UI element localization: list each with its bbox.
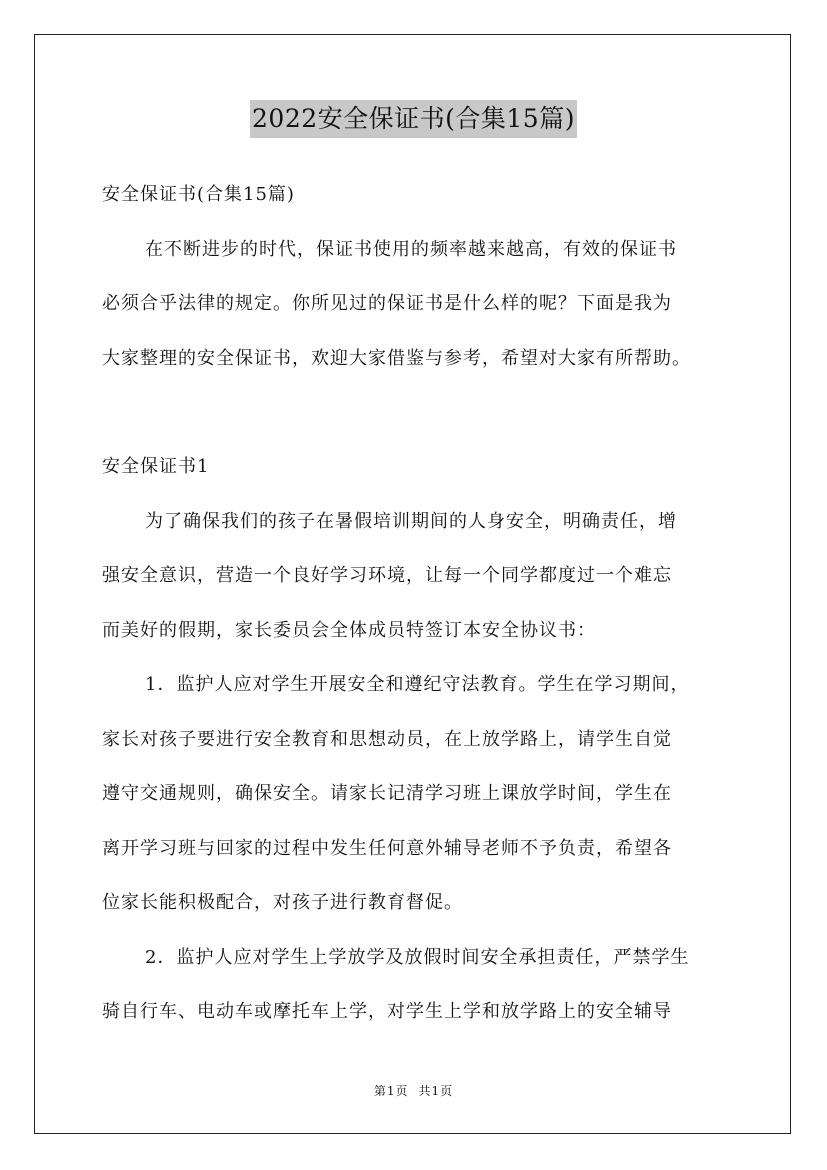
item1-line-2: 家长对孩子要进行安全教育和思想动员，在上放学路上，请学生自觉 — [102, 728, 672, 750]
section-heading: 安全保证书1 — [102, 456, 210, 477]
paragraph-spacer — [102, 386, 742, 440]
item1-line-4: 离开学习班与回家的过程中发生任何意外辅导老师不予负责，希望各 — [102, 837, 672, 859]
item1-line-5: 位家长能积极配合，对孩子进行教育督促。 — [102, 892, 463, 913]
item2-line-1: 2．监护人应对学生上学放学及放假时间安全承担责任，严禁学生 — [145, 946, 690, 968]
document-title: 2022安全保证书(合集15篇) — [250, 100, 577, 138]
para1-line-3: 而美好的假期，家长委员会全体成员特签订本安全协议书： — [102, 619, 596, 641]
intro-line-3: 大家整理的安全保证书，欢迎大家借鉴与参考，希望对大家有所帮助。 — [102, 347, 691, 369]
item1-line-3: 遵守交通规则，确保安全。请家长记清学习班上课放学时间，学生在 — [102, 783, 672, 804]
para1-line-2: 强安全意识，营造一个良好学习环境，让每一个同学都度过一个难忘 — [102, 565, 672, 586]
para1-line-1: 为了确保我们的孩子在暑假培训期间的人身安全，明确责任，增 — [145, 510, 677, 532]
page-number-total: 共1页 — [418, 1084, 454, 1098]
page-footer — [0, 1082, 827, 1099]
item2-line-2: 骑自行车、电动车或摩托车上学，对学生上学和放学路上的安全辅导 — [102, 1001, 672, 1022]
document-subtitle: 安全保证书(合集15篇) — [102, 184, 295, 205]
intro-line-1: 在不断进步的时代，保证书使用的频率越来越高，有效的保证书 — [145, 238, 677, 260]
intro-line-2: 必须合乎法律的规定。你所见过的保证书是什么样的呢？下面是我为 — [102, 293, 672, 314]
title-container — [0, 100, 827, 138]
item1-line-1: 1．监护人应对学生开展安全和遵纪守法教育。学生在学习期间， — [145, 674, 690, 695]
page-number-current: 第1页 — [373, 1084, 409, 1098]
document-body — [102, 168, 742, 1040]
